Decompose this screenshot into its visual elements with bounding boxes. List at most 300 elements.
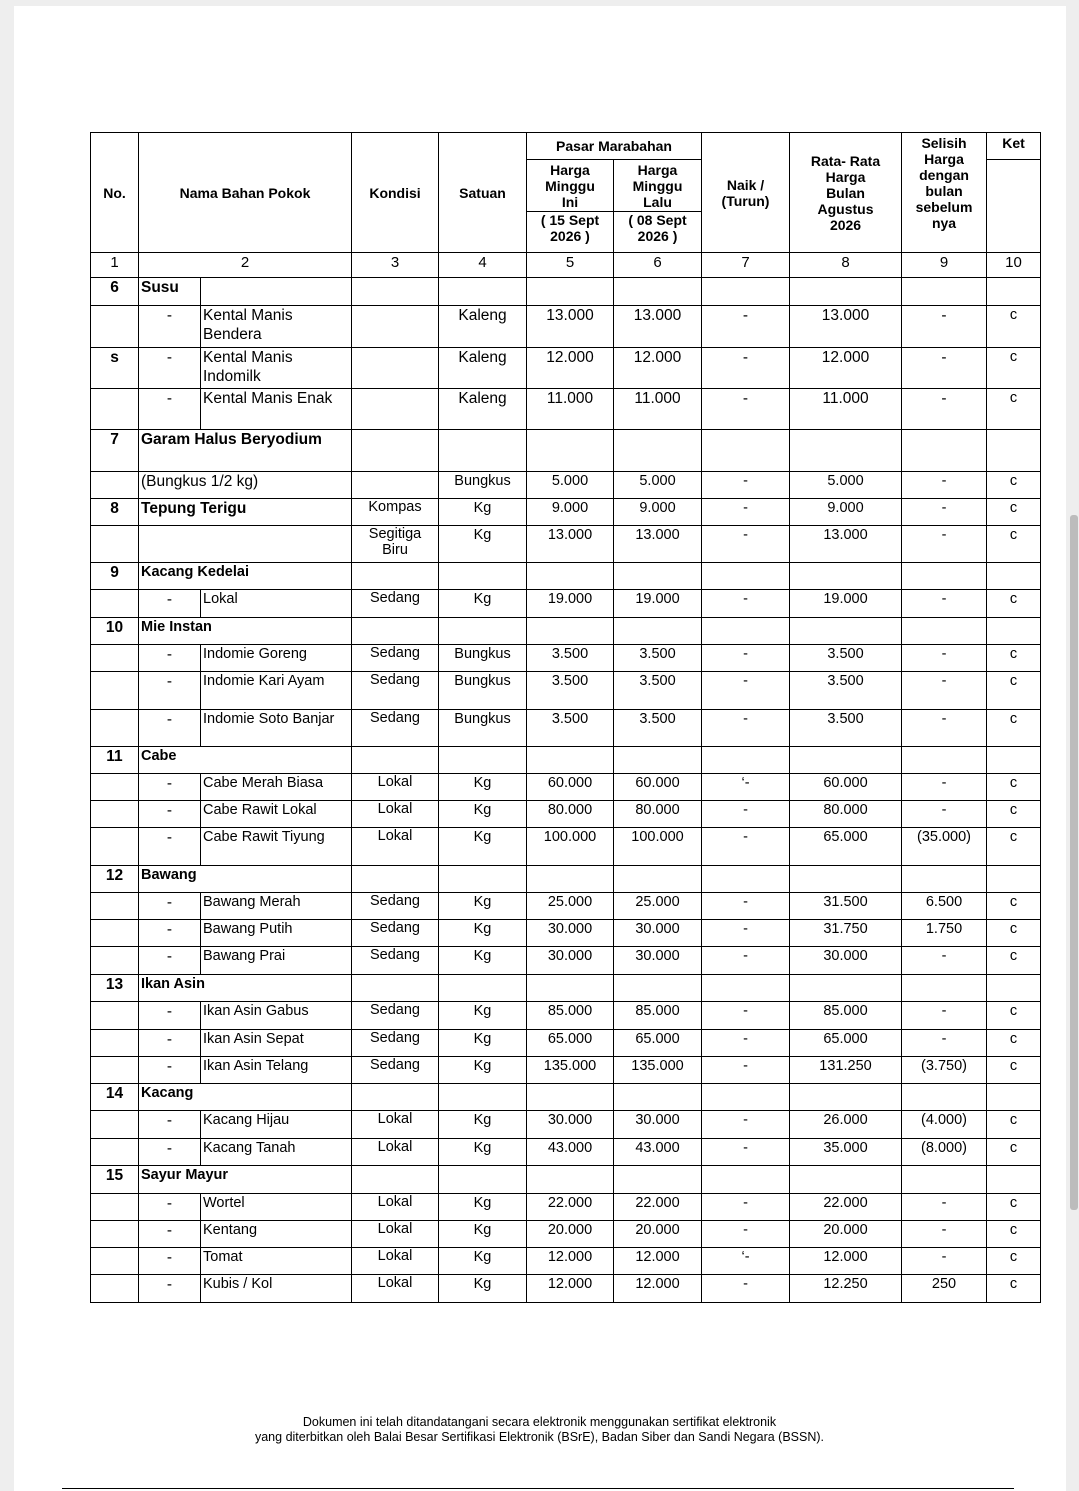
category-row <box>91 499 1041 526</box>
rata-rata-cell: 65.000 <box>790 1030 902 1057</box>
kondisi-cell: Kompas <box>352 499 439 526</box>
naik-turun-cell: - <box>702 1194 790 1221</box>
satuan-cell: Kg <box>439 1221 527 1248</box>
ket-cell: c <box>987 774 1041 801</box>
item-bullet: - <box>139 590 201 618</box>
harga-minggu-ini-cell: 11.000 <box>527 389 614 430</box>
category-name: Kacang <box>139 1084 352 1111</box>
row-number <box>91 526 139 563</box>
selisih-cell: - <box>902 1030 987 1057</box>
table-row <box>91 1194 1041 1221</box>
selisih-cell: - <box>902 1248 987 1275</box>
table-row <box>91 1111 1041 1139</box>
naik-turun-cell: - <box>702 672 790 710</box>
row-number <box>91 1139 139 1166</box>
ket-cell: c <box>987 1002 1041 1030</box>
rata-rata-cell: 80.000 <box>790 801 902 828</box>
footer-line-1: Dokumen ini telah ditandatangani secara elektronik menggunakan sertifikat elektronik <box>302 1415 777 1429</box>
item-bullet: - <box>139 947 201 975</box>
satuan-cell: Kg <box>439 920 527 947</box>
table-row <box>91 893 1041 920</box>
item-bullet: - <box>139 1057 201 1084</box>
naik-turun-cell: - <box>702 1111 790 1139</box>
harga-minggu-ini-cell: 12.000 <box>527 1248 614 1275</box>
header-ket-blank <box>987 160 1041 253</box>
kondisi-cell: Lokal <box>352 1248 439 1275</box>
kondisi-cell: Lokal <box>352 801 439 828</box>
header-harga-minggu-lalu: Harga Minggu Lalu ( 08 Sept 2026 ) <box>614 160 702 253</box>
harga-minggu-ini-cell: 100.000 <box>527 828 614 866</box>
item-name: (Bungkus 1/2 kg) <box>139 472 352 499</box>
kondisi-cell: Sedang <box>352 947 439 975</box>
ket-cell: c <box>987 920 1041 947</box>
kondisi-cell: Lokal <box>352 1275 439 1303</box>
harga-minggu-ini-cell: 3.500 <box>527 645 614 672</box>
satuan-cell: Kg <box>439 893 527 920</box>
harga-minggu-ini-cell: 60.000 <box>527 774 614 801</box>
kondisi-cell: Segitiga Biru <box>352 526 439 563</box>
kondisi-cell <box>352 348 439 389</box>
item-bullet: - <box>139 828 201 866</box>
harga-minggu-ini-cell: 65.000 <box>527 1030 614 1057</box>
ket-cell: c <box>987 1139 1041 1166</box>
harga-minggu-lalu-cell: 25.000 <box>614 893 702 920</box>
rata-rata-cell: 22.000 <box>790 1194 902 1221</box>
satuan-cell: Bungkus <box>439 472 527 499</box>
kondisi-cell: Lokal <box>352 1221 439 1248</box>
selisih-cell: 1.750 <box>902 920 987 947</box>
category-row <box>91 563 1041 590</box>
harga-minggu-lalu-cell: 30.000 <box>614 920 702 947</box>
harga-minggu-lalu-cell: 13.000 <box>614 306 702 348</box>
item-bullet: - <box>139 1030 201 1057</box>
row-number: 11 <box>91 747 139 774</box>
row-number <box>91 920 139 947</box>
naik-turun-cell: - <box>702 828 790 866</box>
satuan-cell: Kg <box>439 801 527 828</box>
rata-rata-cell: 12.250 <box>790 1275 902 1303</box>
rata-rata-cell: 35.000 <box>790 1139 902 1166</box>
header-selisih: Selisih Harga dengan bulan sebelum nya <box>902 133 987 253</box>
row-number: s <box>91 348 139 389</box>
row-number <box>91 472 139 499</box>
selisih-cell: - <box>902 947 987 975</box>
ket-cell: c <box>987 828 1041 866</box>
harga-minggu-ini-cell: 3.500 <box>527 710 614 747</box>
table-row <box>91 710 1041 747</box>
category-row <box>91 975 1041 1002</box>
category-row <box>91 747 1041 774</box>
rata-rata-cell: 3.500 <box>790 645 902 672</box>
category-name: Susu <box>139 278 201 306</box>
category-row <box>91 278 1041 306</box>
selisih-cell: - <box>902 1194 987 1221</box>
selisih-cell: - <box>902 710 987 747</box>
harga-minggu-ini-cell: 20.000 <box>527 1221 614 1248</box>
header-naik-turun: Naik / (Turun) <box>702 133 790 253</box>
naik-turun-cell: - <box>702 472 790 499</box>
table-row <box>91 801 1041 828</box>
item-bullet: - <box>139 1248 201 1275</box>
item-bullet: - <box>139 1139 201 1166</box>
satuan-cell: Kg <box>439 947 527 975</box>
harga-minggu-lalu-cell: 12.000 <box>614 1248 702 1275</box>
row-number: 12 <box>91 866 139 893</box>
rata-rata-cell: 13.000 <box>790 526 902 563</box>
row-number: 15 <box>91 1166 139 1194</box>
item-name: Lokal <box>201 590 352 618</box>
category-name: Bawang <box>139 866 352 893</box>
item-name: Cabe Rawit Lokal <box>201 801 352 828</box>
item-name: Bawang Prai <box>201 947 352 975</box>
category-row <box>91 430 1041 472</box>
row-number <box>91 1275 139 1303</box>
scrollbar-thumb[interactable] <box>1070 515 1078 1210</box>
table-row <box>91 389 1041 430</box>
row-number <box>91 893 139 920</box>
harga-minggu-lalu-cell: 3.500 <box>614 672 702 710</box>
selisih-cell: (8.000) <box>902 1139 987 1166</box>
kondisi-cell: Lokal <box>352 828 439 866</box>
harga-minggu-lalu-cell: 80.000 <box>614 801 702 828</box>
harga-minggu-ini-cell: 22.000 <box>527 1194 614 1221</box>
ket-cell: c <box>987 389 1041 430</box>
selisih-cell: - <box>902 499 987 526</box>
table-row <box>91 920 1041 947</box>
table-row <box>91 774 1041 801</box>
harga-minggu-lalu-cell: 85.000 <box>614 1002 702 1030</box>
rata-rata-cell: 5.000 <box>790 472 902 499</box>
naik-turun-cell: - <box>702 710 790 747</box>
row-number <box>91 645 139 672</box>
ket-cell: c <box>987 947 1041 975</box>
harga-minggu-ini-cell: 30.000 <box>527 947 614 975</box>
harga-minggu-lalu-cell: 12.000 <box>614 348 702 389</box>
ket-cell: c <box>987 645 1041 672</box>
item-bullet: - <box>139 1275 201 1303</box>
table-row <box>91 526 1041 563</box>
rata-rata-cell: 26.000 <box>790 1111 902 1139</box>
kondisi-cell: Lokal <box>352 1111 439 1139</box>
harga-minggu-ini-cell: 9.000 <box>527 499 614 526</box>
header-pasar-marabahan: Pasar Marabahan <box>527 133 702 160</box>
item-bullet: - <box>139 672 201 710</box>
ket-cell: c <box>987 893 1041 920</box>
selisih-cell: - <box>902 801 987 828</box>
header-kondisi: Kondisi <box>352 133 439 253</box>
ket-cell: c <box>987 472 1041 499</box>
satuan-cell: Bungkus <box>439 672 527 710</box>
category-row <box>91 618 1041 645</box>
harga-minggu-ini-cell: 12.000 <box>527 348 614 389</box>
rata-rata-cell: 30.000 <box>790 947 902 975</box>
ket-cell: c <box>987 499 1041 526</box>
category-name: Ikan Asin <box>139 975 352 1002</box>
table-row <box>91 472 1041 499</box>
table-row <box>91 1139 1041 1166</box>
footer-divider <box>62 1488 1014 1489</box>
footer-line-2: yang diterbitkan oleh Balai Besar Sertifikasi Elektronik (BSrE), Badan Siber dan Sandi Negara (BSSN). <box>254 1430 825 1444</box>
satuan-cell: Kaleng <box>439 389 527 430</box>
selisih-cell: - <box>902 526 987 563</box>
harga-minggu-lalu-cell: 12.000 <box>614 1275 702 1303</box>
harga-minggu-ini-cell: 13.000 <box>527 306 614 348</box>
ket-cell: c <box>987 1057 1041 1084</box>
ket-cell: c <box>987 801 1041 828</box>
row-number <box>91 1030 139 1057</box>
row-number <box>91 1002 139 1030</box>
naik-turun-cell: - <box>702 1139 790 1166</box>
kondisi-cell: Sedang <box>352 1002 439 1030</box>
item-bullet: - <box>139 710 201 747</box>
kondisi-cell: Lokal <box>352 1139 439 1166</box>
harga-minggu-lalu-cell: 30.000 <box>614 1111 702 1139</box>
naik-turun-cell: ‘- <box>702 774 790 801</box>
item-name: Indomie Goreng <box>201 645 352 672</box>
table-row <box>91 1248 1041 1275</box>
satuan-cell: Kg <box>439 1057 527 1084</box>
kondisi-cell: Lokal <box>352 774 439 801</box>
harga-minggu-ini-cell: 12.000 <box>527 1275 614 1303</box>
ket-cell: c <box>987 306 1041 348</box>
rata-rata-cell: 19.000 <box>790 590 902 618</box>
row-number <box>91 947 139 975</box>
row-number: 10 <box>91 618 139 645</box>
satuan-cell: Kg <box>439 828 527 866</box>
table-row <box>91 828 1041 866</box>
row-number: 14 <box>91 1084 139 1111</box>
rata-rata-cell: 31.500 <box>790 893 902 920</box>
item-bullet: - <box>139 801 201 828</box>
satuan-cell: Kg <box>439 1139 527 1166</box>
row-number: 6 <box>91 278 139 306</box>
row-number: 9 <box>91 563 139 590</box>
item-name: Ikan Asin Telang <box>201 1057 352 1084</box>
item-name: Ikan Asin Gabus <box>201 1002 352 1030</box>
kondisi-cell: Sedang <box>352 920 439 947</box>
item-name: Bawang Merah <box>201 893 352 920</box>
table-row <box>91 1275 1041 1303</box>
row-number <box>91 774 139 801</box>
satuan-cell: Kg <box>439 499 527 526</box>
kondisi-cell: Sedang <box>352 1030 439 1057</box>
harga-minggu-lalu-cell: 19.000 <box>614 590 702 618</box>
harga-minggu-ini-cell: 85.000 <box>527 1002 614 1030</box>
row-number <box>91 1248 139 1275</box>
selisih-cell: - <box>902 672 987 710</box>
satuan-cell: Kg <box>439 1275 527 1303</box>
table-row <box>91 1030 1041 1057</box>
selisih-cell: (4.000) <box>902 1111 987 1139</box>
naik-turun-cell: - <box>702 645 790 672</box>
harga-minggu-ini-cell: 30.000 <box>527 920 614 947</box>
naik-turun-cell: - <box>702 1057 790 1084</box>
rata-rata-cell: 131.250 <box>790 1057 902 1084</box>
harga-minggu-lalu-cell: 65.000 <box>614 1030 702 1057</box>
harga-minggu-lalu-cell: 30.000 <box>614 947 702 975</box>
price-table-body <box>91 253 1041 1303</box>
selisih-cell: 6.500 <box>902 893 987 920</box>
selisih-cell: - <box>902 1221 987 1248</box>
category-name: Cabe <box>139 747 352 774</box>
category-name: Sayur Mayur <box>139 1166 352 1194</box>
category-name: Tepung Terigu <box>139 499 352 526</box>
rata-rata-cell: 31.750 <box>790 920 902 947</box>
header-ket: Ket <box>987 133 1041 160</box>
item-name: Tomat <box>201 1248 352 1275</box>
harga-minggu-lalu-cell: 100.000 <box>614 828 702 866</box>
table-row <box>91 1221 1041 1248</box>
harga-minggu-ini-cell: 3.500 <box>527 672 614 710</box>
table-row <box>91 348 1041 389</box>
table-row <box>91 645 1041 672</box>
row-number <box>91 1194 139 1221</box>
kondisi-cell <box>352 306 439 348</box>
table-row <box>91 590 1041 618</box>
ket-cell: c <box>987 1248 1041 1275</box>
category-row <box>91 1166 1041 1194</box>
e-signature-notice <box>0 1415 1079 1445</box>
naik-turun-cell: - <box>702 526 790 563</box>
harga-minggu-lalu-cell: 60.000 <box>614 774 702 801</box>
naik-turun-cell: - <box>702 306 790 348</box>
row-number: 7 <box>91 430 139 472</box>
category-name: Garam Halus Beryodium <box>139 430 352 472</box>
naik-turun-cell: - <box>702 389 790 430</box>
harga-minggu-ini-cell: 135.000 <box>527 1057 614 1084</box>
satuan-cell: Kg <box>439 1030 527 1057</box>
satuan-cell: Kg <box>439 526 527 563</box>
category-name: Mie Instan <box>139 618 352 645</box>
harga-minggu-lalu-cell: 3.500 <box>614 710 702 747</box>
table-row <box>91 1057 1041 1084</box>
ket-cell: c <box>987 1275 1041 1303</box>
naik-turun-cell: - <box>702 920 790 947</box>
item-name: Kubis / Kol <box>201 1275 352 1303</box>
selisih-cell: - <box>902 645 987 672</box>
rata-rata-cell: 11.000 <box>790 389 902 430</box>
ket-cell: c <box>987 710 1041 747</box>
harga-minggu-ini-cell: 19.000 <box>527 590 614 618</box>
table-row <box>91 1002 1041 1030</box>
harga-minggu-lalu-cell: 13.000 <box>614 526 702 563</box>
table-row <box>91 947 1041 975</box>
item-name: Kental Manis Enak <box>201 389 352 430</box>
item-bullet: - <box>139 1002 201 1030</box>
ket-cell: c <box>987 1194 1041 1221</box>
ket-cell: c <box>987 672 1041 710</box>
harga-minggu-ini-cell: 80.000 <box>527 801 614 828</box>
harga-minggu-ini-cell: 5.000 <box>527 472 614 499</box>
selisih-cell: (35.000) <box>902 828 987 866</box>
item-bullet: - <box>139 1194 201 1221</box>
kondisi-cell: Sedang <box>352 893 439 920</box>
harga-minggu-lalu-cell: 43.000 <box>614 1139 702 1166</box>
ket-cell: c <box>987 348 1041 389</box>
category-name: Kacang Kedelai <box>139 563 352 590</box>
category-row <box>91 1084 1041 1111</box>
item-name: Ikan Asin Sepat <box>201 1030 352 1057</box>
selisih-cell: - <box>902 1002 987 1030</box>
row-number <box>91 1057 139 1084</box>
naik-turun-cell: - <box>702 1002 790 1030</box>
rata-rata-cell: 9.000 <box>790 499 902 526</box>
selisih-cell: (3.750) <box>902 1057 987 1084</box>
header-rata-rata: Rata- Rata Harga Bulan Agustus 2026 <box>790 133 902 253</box>
kondisi-cell: Sedang <box>352 710 439 747</box>
item-name: Cabe Merah Biasa <box>201 774 352 801</box>
kondisi-cell <box>352 389 439 430</box>
harga-minggu-lalu-cell: 20.000 <box>614 1221 702 1248</box>
category-row <box>91 866 1041 893</box>
item-bullet: - <box>139 1221 201 1248</box>
selisih-cell: - <box>902 389 987 430</box>
item-bullet: - <box>139 774 201 801</box>
table-row <box>91 672 1041 710</box>
item-bullet: - <box>139 893 201 920</box>
header-harga-minggu-ini: Harga Minggu Ini ( 15 Sept 2026 ) <box>527 160 614 253</box>
row-number <box>91 306 139 348</box>
harga-minggu-lalu-cell: 22.000 <box>614 1194 702 1221</box>
item-name: Kacang Hijau <box>201 1111 352 1139</box>
ket-cell: c <box>987 1221 1041 1248</box>
selisih-cell: 250 <box>902 1275 987 1303</box>
naik-turun-cell: - <box>702 590 790 618</box>
item-name: Kacang Tanah <box>201 1139 352 1166</box>
kondisi-cell <box>352 472 439 499</box>
item-name: Kental Manis Indomilk <box>201 348 352 389</box>
item-bullet: - <box>139 306 201 348</box>
naik-turun-cell: - <box>702 1275 790 1303</box>
row-number <box>91 389 139 430</box>
kondisi-cell: Sedang <box>352 645 439 672</box>
item-name: Indomie Soto Banjar <box>201 710 352 747</box>
satuan-cell: Kaleng <box>439 306 527 348</box>
selisih-cell: - <box>902 774 987 801</box>
harga-minggu-lalu-cell: 3.500 <box>614 645 702 672</box>
harga-minggu-lalu-cell: 9.000 <box>614 499 702 526</box>
item-bullet: - <box>139 920 201 947</box>
selisih-cell: - <box>902 348 987 389</box>
rata-rata-cell: 85.000 <box>790 1002 902 1030</box>
rata-rata-cell: 13.000 <box>790 306 902 348</box>
rata-rata-cell: 65.000 <box>790 828 902 866</box>
item-name: Cabe Rawit Tiyung <box>201 828 352 866</box>
row-number <box>91 801 139 828</box>
satuan-cell: Kaleng <box>439 348 527 389</box>
ket-cell: c <box>987 590 1041 618</box>
satuan-cell: Kg <box>439 1194 527 1221</box>
satuan-cell: Bungkus <box>439 710 527 747</box>
rata-rata-cell: 12.000 <box>790 348 902 389</box>
row-number: 8 <box>91 499 139 526</box>
selisih-cell: - <box>902 590 987 618</box>
item-name: Kental Manis Bendera <box>201 306 352 348</box>
kondisi-cell: Lokal <box>352 1194 439 1221</box>
harga-minggu-ini-cell: 30.000 <box>527 1111 614 1139</box>
item-name: Bawang Putih <box>201 920 352 947</box>
rata-rata-cell: 60.000 <box>790 774 902 801</box>
harga-minggu-ini-cell: 25.000 <box>527 893 614 920</box>
selisih-cell: - <box>902 306 987 348</box>
item-name: Wortel <box>201 1194 352 1221</box>
item-bullet: - <box>139 348 201 389</box>
header-nama-bahan-pokok: Nama Bahan Pokok <box>139 133 352 253</box>
rata-rata-cell: 3.500 <box>790 672 902 710</box>
naik-turun-cell: ‘- <box>702 1248 790 1275</box>
naik-turun-cell: - <box>702 499 790 526</box>
item-name <box>139 526 352 563</box>
